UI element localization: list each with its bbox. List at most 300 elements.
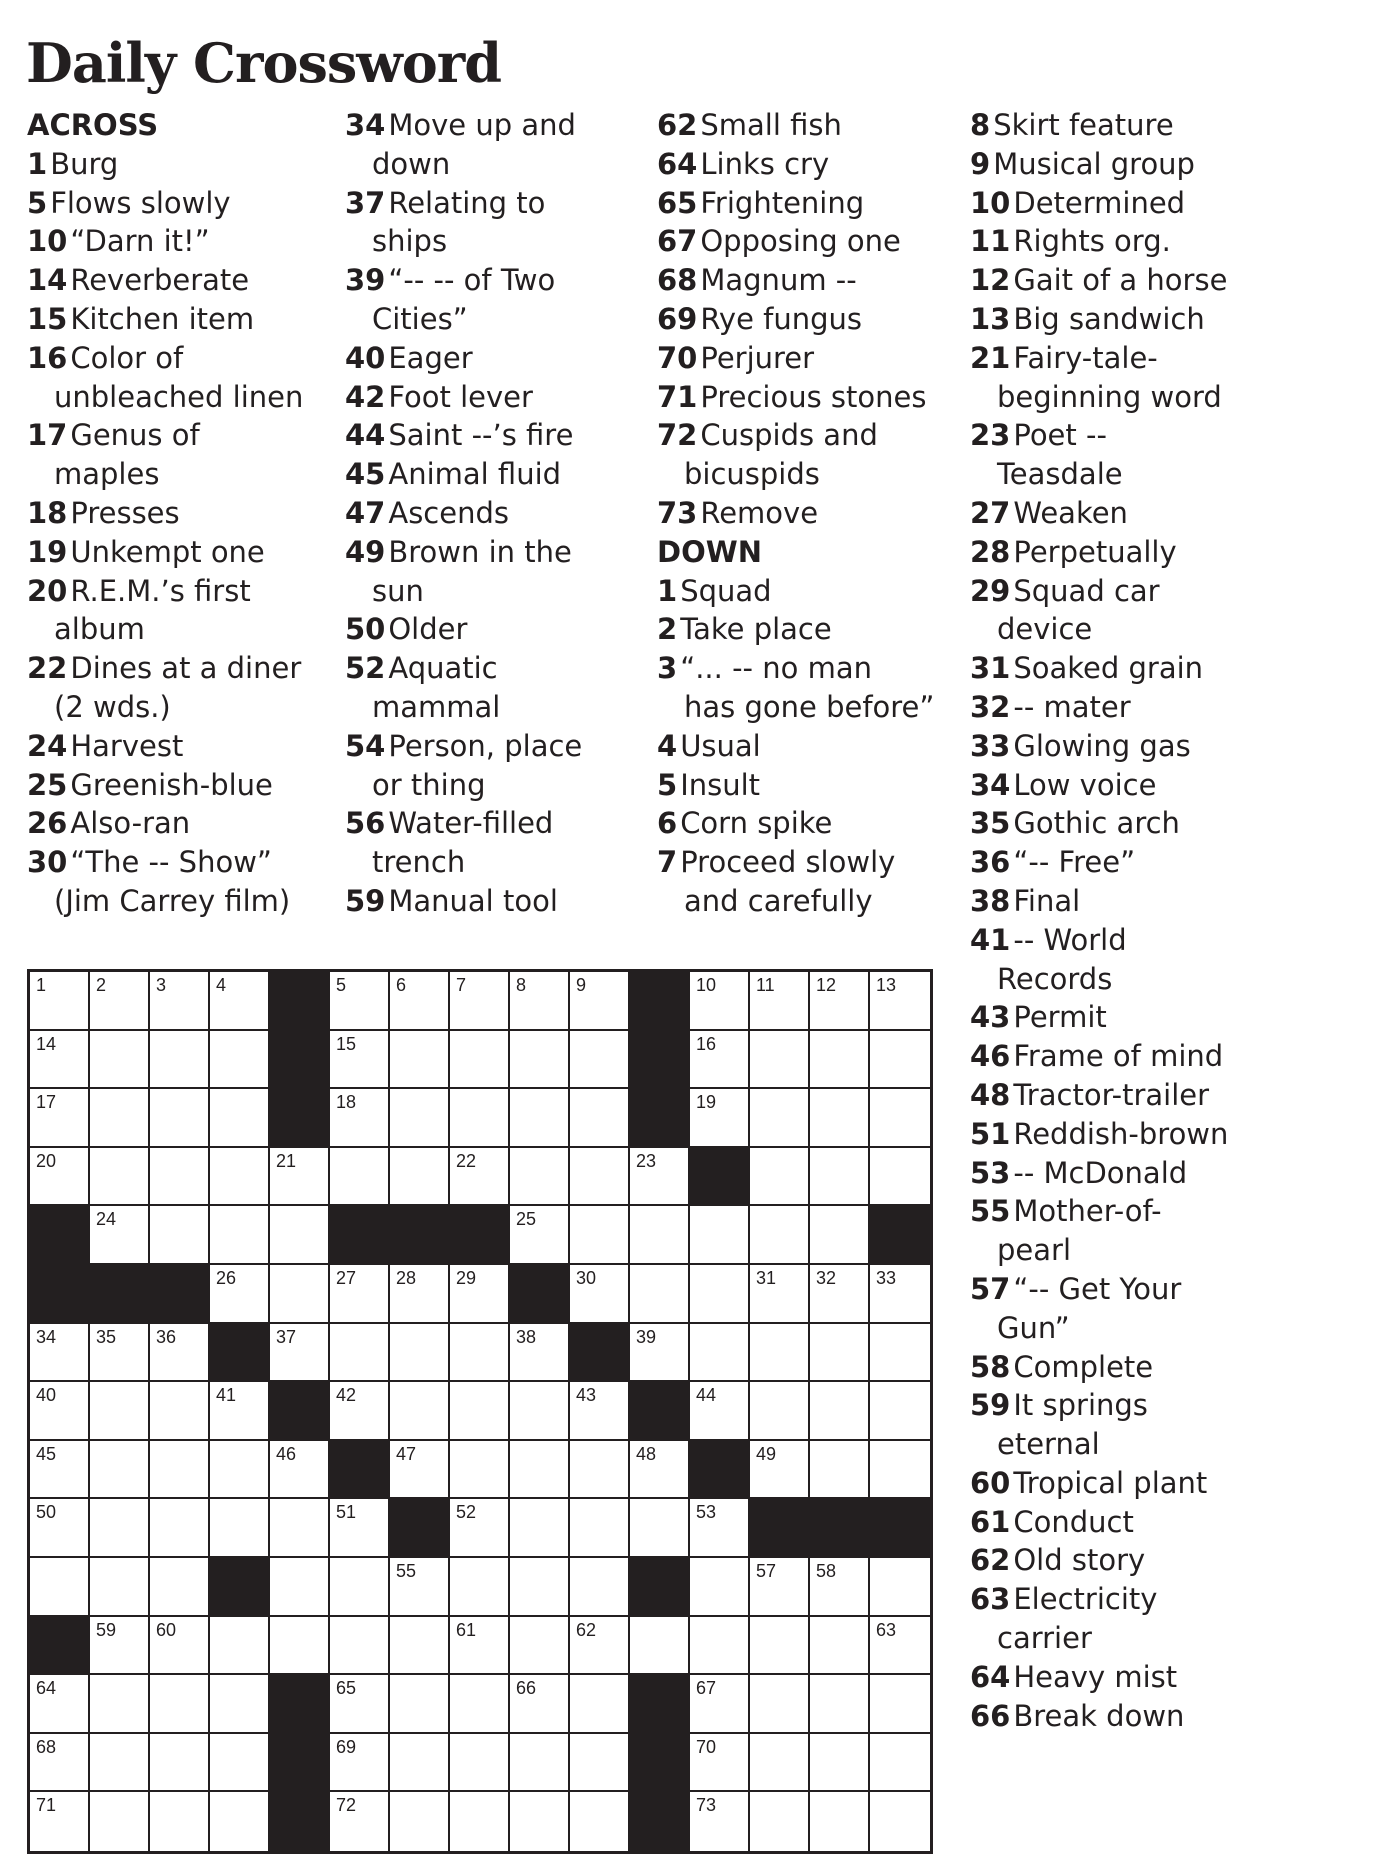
grid-cell[interactable] <box>810 1792 870 1851</box>
grid-cell[interactable] <box>270 1206 330 1265</box>
clue-text: Older <box>388 612 468 647</box>
grid-cell[interactable] <box>90 1734 150 1793</box>
grid-cell[interactable] <box>270 1558 330 1617</box>
clue-text: Corn spike <box>680 806 833 841</box>
grid-cell[interactable] <box>330 1792 390 1851</box>
clue-text: Gun” <box>997 1310 1070 1345</box>
grid-cell[interactable] <box>390 1441 450 1500</box>
grid-cell[interactable] <box>630 1206 690 1265</box>
grid-cell[interactable] <box>210 972 270 1031</box>
grid-cell[interactable] <box>690 1089 750 1148</box>
black-square <box>390 1206 450 1265</box>
grid-cell[interactable] <box>810 1675 870 1734</box>
grid-cell[interactable] <box>510 1206 570 1265</box>
clue-text: Poet -- <box>1013 418 1107 453</box>
grid-cell[interactable] <box>450 1382 510 1441</box>
grid-cell[interactable] <box>690 1499 750 1558</box>
grid-cell[interactable] <box>450 1089 510 1148</box>
cell-number: 1 <box>36 975 47 995</box>
clue-text: Proceed slowly <box>680 845 896 880</box>
grid-cell[interactable] <box>750 1558 810 1617</box>
grid-cell[interactable] <box>150 1734 210 1793</box>
grid-cell[interactable] <box>510 1382 570 1441</box>
grid-cell[interactable] <box>270 1148 330 1207</box>
grid-cell[interactable] <box>330 1031 390 1090</box>
clue-number: 10 <box>27 224 68 259</box>
clue <box>970 1192 1370 1270</box>
grid-cell[interactable] <box>30 1675 90 1734</box>
grid-cell[interactable] <box>870 1675 930 1734</box>
clue-number: 73 <box>657 495 698 530</box>
grid-cell[interactable] <box>390 1617 450 1676</box>
grid-cell[interactable] <box>510 1792 570 1851</box>
grid-cell[interactable] <box>690 1324 750 1383</box>
grid-cell[interactable] <box>570 1089 630 1148</box>
clue-text: Heavy mist <box>1013 1659 1178 1694</box>
grid-cell[interactable] <box>390 1558 450 1617</box>
grid-cell[interactable] <box>330 1382 390 1441</box>
clue-number: 6 <box>657 806 678 841</box>
clue <box>27 300 347 339</box>
grid-cell[interactable] <box>30 1441 90 1500</box>
grid-cell[interactable] <box>210 1206 270 1265</box>
grid-cell[interactable] <box>450 1558 510 1617</box>
grid-cell[interactable] <box>330 1265 390 1324</box>
grid-cell[interactable] <box>630 1499 690 1558</box>
black-square <box>810 1499 870 1558</box>
grid-cell[interactable] <box>810 1558 870 1617</box>
grid-cell[interactable] <box>30 1031 90 1090</box>
grid-cell[interactable] <box>810 1031 870 1090</box>
grid-cell[interactable] <box>690 1031 750 1090</box>
grid-cell[interactable] <box>510 1617 570 1676</box>
grid-cell[interactable] <box>450 1734 510 1793</box>
grid-cell[interactable] <box>450 972 510 1031</box>
cell-number: 41 <box>216 1385 237 1406</box>
grid-cell[interactable] <box>510 1324 570 1383</box>
grid-cell[interactable] <box>390 1734 450 1793</box>
cell-number: 20 <box>36 1150 57 1171</box>
cell-number: 4 <box>216 975 227 995</box>
grid-cell[interactable] <box>330 1617 390 1676</box>
grid-cell[interactable] <box>810 1148 870 1207</box>
clue <box>657 145 967 184</box>
grid-cell[interactable] <box>750 1734 810 1793</box>
grid-cell[interactable] <box>210 1499 270 1558</box>
grid-cell[interactable] <box>510 1031 570 1090</box>
grid-cell[interactable] <box>210 1734 270 1793</box>
clue-text: eternal <box>997 1427 1100 1462</box>
grid-cell[interactable] <box>870 1558 930 1617</box>
clue <box>657 300 967 339</box>
clue <box>970 1464 1370 1503</box>
grid-cell[interactable] <box>870 1734 930 1793</box>
grid-cell[interactable] <box>750 1441 810 1500</box>
clue <box>345 882 655 921</box>
grid-cell[interactable] <box>390 1675 450 1734</box>
clue <box>27 494 347 533</box>
grid-cell[interactable] <box>630 1617 690 1676</box>
grid-cell[interactable] <box>330 972 390 1031</box>
grid-cell[interactable] <box>150 1324 210 1383</box>
grid-cell[interactable] <box>810 1617 870 1676</box>
grid-cell[interactable] <box>630 1441 690 1500</box>
grid-cell[interactable] <box>150 1031 210 1090</box>
grid-cell[interactable] <box>570 1558 630 1617</box>
grid-cell[interactable] <box>750 1265 810 1324</box>
black-square <box>270 1382 330 1441</box>
grid-cell[interactable] <box>570 1441 630 1500</box>
black-square <box>450 1206 510 1265</box>
grid-cell[interactable] <box>510 1558 570 1617</box>
clue <box>27 339 347 417</box>
grid-cell[interactable] <box>330 1148 390 1207</box>
grid-cell[interactable] <box>390 1792 450 1851</box>
clue-text: Complete <box>1013 1349 1154 1384</box>
grid-cell[interactable] <box>150 1089 210 1148</box>
grid-cell[interactable] <box>210 1265 270 1324</box>
black-square <box>210 1558 270 1617</box>
clue-number: 64 <box>657 146 698 181</box>
clue <box>970 494 1370 533</box>
clue-number: 32 <box>970 689 1011 724</box>
grid-cell[interactable] <box>870 1089 930 1148</box>
clue-text: Break down <box>1013 1698 1185 1733</box>
clue-text: down <box>372 146 451 181</box>
grid-cell[interactable] <box>570 1617 630 1676</box>
clue <box>970 649 1370 688</box>
grid-cell[interactable] <box>690 1382 750 1441</box>
black-square <box>270 1031 330 1090</box>
clue-text: Musical group <box>993 146 1195 181</box>
grid-cell[interactable] <box>90 1499 150 1558</box>
grid-cell[interactable] <box>450 1031 510 1090</box>
clue-number: 34 <box>970 767 1011 802</box>
grid-cell[interactable] <box>150 1499 210 1558</box>
clue <box>970 1503 1370 1542</box>
grid-cell[interactable] <box>570 1675 630 1734</box>
clue-number: 56 <box>345 806 386 841</box>
grid-cell[interactable] <box>210 1148 270 1207</box>
black-square <box>330 1206 390 1265</box>
clue-text: Usual <box>680 728 761 763</box>
clue <box>345 455 655 494</box>
grid-cell[interactable] <box>150 1148 210 1207</box>
grid-cell[interactable] <box>30 1499 90 1558</box>
clue-number: 25 <box>27 767 68 802</box>
grid-cell[interactable] <box>750 972 810 1031</box>
grid-cell[interactable] <box>450 1324 510 1383</box>
grid-cell[interactable] <box>450 1675 510 1734</box>
grid-cell[interactable] <box>150 1792 210 1851</box>
grid-cell[interactable] <box>690 1206 750 1265</box>
grid-cell[interactable] <box>870 1324 930 1383</box>
grid-cell[interactable] <box>390 972 450 1031</box>
grid-cell[interactable] <box>30 972 90 1031</box>
grid-cell[interactable] <box>510 1148 570 1207</box>
cell-number: 69 <box>336 1736 357 1757</box>
clue <box>657 378 967 417</box>
grid-cell[interactable] <box>90 1558 150 1617</box>
grid-cell[interactable] <box>390 1324 450 1383</box>
clue-number: 4 <box>657 728 678 763</box>
grid-cell[interactable] <box>750 1206 810 1265</box>
clue-text: “-- Get Your <box>1013 1271 1182 1306</box>
grid-cell[interactable] <box>570 1792 630 1851</box>
grid-cell[interactable] <box>690 1558 750 1617</box>
clue-number: 5 <box>657 767 678 802</box>
clue-text: Gothic arch <box>1013 806 1180 841</box>
grid-cell[interactable] <box>510 1675 570 1734</box>
grid-cell[interactable] <box>330 1558 390 1617</box>
grid-cell[interactable] <box>750 1324 810 1383</box>
grid-cell[interactable] <box>90 1617 150 1676</box>
grid-cell[interactable] <box>750 1089 810 1148</box>
grid-cell[interactable] <box>870 1148 930 1207</box>
clue-text: Move up and <box>388 108 576 142</box>
clue <box>345 649 655 727</box>
grid-cell[interactable] <box>90 972 150 1031</box>
grid-cell[interactable] <box>30 1089 90 1148</box>
clue <box>970 222 1370 261</box>
grid-cell[interactable] <box>30 1558 90 1617</box>
grid-cell[interactable] <box>150 1675 210 1734</box>
clue-text: Animal fluid <box>388 457 562 492</box>
grid-cell[interactable] <box>30 1792 90 1851</box>
black-square <box>90 1265 150 1324</box>
grid-cell[interactable] <box>810 1206 870 1265</box>
grid-cell[interactable] <box>330 1324 390 1383</box>
grid-cell[interactable] <box>510 972 570 1031</box>
grid-cell[interactable] <box>630 1324 690 1383</box>
grid-cell[interactable] <box>870 1441 930 1500</box>
grid-cell[interactable] <box>90 1382 150 1441</box>
grid-cell[interactable] <box>90 1031 150 1090</box>
grid-cell[interactable] <box>30 1382 90 1441</box>
grid-cell[interactable] <box>30 1324 90 1383</box>
grid-cell[interactable] <box>150 1441 210 1500</box>
cell-number: 24 <box>96 1209 117 1230</box>
clue-text: Records <box>997 961 1113 996</box>
grid-cell[interactable] <box>810 1734 870 1793</box>
grid-cell[interactable] <box>690 972 750 1031</box>
grid-cell[interactable] <box>390 1265 450 1324</box>
cell-number: 67 <box>696 1678 717 1699</box>
grid-cell[interactable] <box>570 972 630 1031</box>
clue-text: It springs <box>1013 1388 1148 1423</box>
clue-number: 69 <box>657 301 698 336</box>
grid-cell[interactable] <box>510 1441 570 1500</box>
grid-cell[interactable] <box>690 1617 750 1676</box>
clue <box>27 261 347 300</box>
grid-cell[interactable] <box>30 1734 90 1793</box>
grid-cell[interactable] <box>150 1617 210 1676</box>
clue <box>970 184 1370 223</box>
grid-cell[interactable] <box>450 1792 510 1851</box>
clue-number: 66 <box>970 1698 1011 1733</box>
clue-text: “-- -- of Two <box>388 263 556 298</box>
grid-cell[interactable] <box>810 1089 870 1148</box>
grid-cell[interactable] <box>30 1148 90 1207</box>
grid-cell[interactable] <box>810 972 870 1031</box>
grid-cell[interactable] <box>210 1031 270 1090</box>
grid-cell[interactable] <box>510 1499 570 1558</box>
grid-cell[interactable] <box>690 1265 750 1324</box>
grid-cell[interactable] <box>450 1148 510 1207</box>
grid-cell[interactable] <box>450 1617 510 1676</box>
grid-cell[interactable] <box>690 1792 750 1851</box>
grid-cell[interactable] <box>450 1441 510 1500</box>
grid-cell[interactable] <box>870 1382 930 1441</box>
cell-number: 44 <box>696 1385 717 1406</box>
grid-cell[interactable] <box>150 1558 210 1617</box>
grid-cell[interactable] <box>330 1089 390 1148</box>
grid-cell[interactable] <box>750 1382 810 1441</box>
clue-number: 36 <box>970 845 1011 880</box>
grid-cell[interactable] <box>270 1324 330 1383</box>
grid-cell[interactable] <box>870 1031 930 1090</box>
grid-cell[interactable] <box>750 1675 810 1734</box>
grid-cell[interactable] <box>810 1265 870 1324</box>
cell-number: 32 <box>816 1267 837 1288</box>
grid-cell[interactable] <box>210 1382 270 1441</box>
clue <box>27 572 347 650</box>
clue-column-4 <box>970 106 1370 1735</box>
clue-number: 47 <box>345 495 386 530</box>
clue-number: 59 <box>970 1388 1011 1423</box>
clue-number: 58 <box>970 1349 1011 1384</box>
grid-cell[interactable] <box>570 1499 630 1558</box>
grid-cell[interactable] <box>870 1617 930 1676</box>
clue-text: Burg <box>50 146 119 181</box>
grid-cell[interactable] <box>870 1792 930 1851</box>
grid-cell[interactable] <box>870 1265 930 1324</box>
clue <box>345 261 655 339</box>
grid-cell[interactable] <box>90 1441 150 1500</box>
grid-cell[interactable] <box>570 1031 630 1090</box>
cell-number: 19 <box>696 1092 717 1113</box>
cell-number: 55 <box>396 1560 417 1581</box>
grid-cell[interactable] <box>510 1089 570 1148</box>
grid-cell[interactable] <box>750 1792 810 1851</box>
grid-cell[interactable] <box>810 1382 870 1441</box>
grid-cell[interactable] <box>750 1031 810 1090</box>
clue-text: album <box>54 612 145 647</box>
grid-cell[interactable] <box>630 1265 690 1324</box>
grid-cell[interactable] <box>690 1675 750 1734</box>
clue-text: beginning word <box>997 379 1222 414</box>
grid-cell[interactable] <box>390 1382 450 1441</box>
grid-cell[interactable] <box>570 1206 630 1265</box>
grid-cell[interactable] <box>750 1148 810 1207</box>
clue <box>345 339 655 378</box>
clue-text: has gone before” <box>684 689 935 724</box>
grid-cell[interactable] <box>150 972 210 1031</box>
clue <box>970 882 1370 921</box>
grid-cell[interactable] <box>390 1031 450 1090</box>
clue-text: Relating to <box>388 185 546 220</box>
clue-text: Water-filled <box>388 806 554 841</box>
grid-cell[interactable] <box>210 1792 270 1851</box>
grid-cell[interactable] <box>330 1499 390 1558</box>
grid-cell[interactable] <box>450 1265 510 1324</box>
cell-number: 15 <box>336 1033 357 1054</box>
clue-text: Rights org. <box>1013 224 1171 259</box>
grid-cell[interactable] <box>630 1148 690 1207</box>
grid-cell[interactable] <box>90 1089 150 1148</box>
grid-cell[interactable] <box>570 1734 630 1793</box>
grid-cell[interactable] <box>90 1148 150 1207</box>
cell-number: 39 <box>636 1326 657 1347</box>
black-square <box>270 1675 330 1734</box>
grid-cell[interactable] <box>330 1675 390 1734</box>
clue-text: Ascends <box>388 495 509 530</box>
grid-cell[interactable] <box>210 1441 270 1500</box>
grid-cell[interactable] <box>330 1734 390 1793</box>
grid-cell[interactable] <box>390 1089 450 1148</box>
clue-text: Foot lever <box>388 379 533 414</box>
black-square <box>270 1089 330 1148</box>
grid-cell[interactable] <box>870 972 930 1031</box>
grid-cell[interactable] <box>390 1148 450 1207</box>
clue-number: 38 <box>970 883 1011 918</box>
clue-number: 40 <box>345 340 386 375</box>
cell-number: 73 <box>696 1795 717 1816</box>
clue <box>970 804 1370 843</box>
cell-number: 66 <box>516 1678 537 1699</box>
clue-number: 43 <box>970 1000 1011 1035</box>
grid-cell[interactable] <box>450 1499 510 1558</box>
grid-cell[interactable] <box>570 1265 630 1324</box>
grid-cell[interactable] <box>210 1675 270 1734</box>
clue-text: device <box>997 612 1093 647</box>
grid-cell[interactable] <box>150 1382 210 1441</box>
grid-cell[interactable] <box>690 1734 750 1793</box>
grid-cell[interactable] <box>810 1441 870 1500</box>
black-square <box>330 1441 390 1500</box>
grid-cell[interactable] <box>90 1206 150 1265</box>
grid-cell[interactable] <box>210 1617 270 1676</box>
grid-cell[interactable] <box>150 1206 210 1265</box>
clue-number: 14 <box>27 263 68 298</box>
black-square <box>630 1089 690 1148</box>
clue-number: 29 <box>970 573 1011 608</box>
grid-cell[interactable] <box>90 1324 150 1383</box>
grid-cell[interactable] <box>270 1499 330 1558</box>
grid-cell[interactable] <box>750 1617 810 1676</box>
grid-cell[interactable] <box>210 1089 270 1148</box>
grid-cell[interactable] <box>570 1148 630 1207</box>
clue-text: Insult <box>680 767 761 802</box>
grid-cell[interactable] <box>270 1265 330 1324</box>
clue-number: 68 <box>657 263 698 298</box>
grid-cell[interactable] <box>510 1734 570 1793</box>
clue <box>345 610 655 649</box>
clue-number: 63 <box>970 1582 1011 1617</box>
grid-cell[interactable] <box>570 1382 630 1441</box>
clue-text: Old story <box>1013 1543 1146 1578</box>
grid-cell[interactable] <box>270 1441 330 1500</box>
grid-cell[interactable] <box>810 1324 870 1383</box>
clue-number: 37 <box>345 185 386 220</box>
clue-number: 59 <box>345 883 386 918</box>
clue <box>657 766 967 805</box>
clue <box>27 222 347 261</box>
grid-cell[interactable] <box>90 1675 150 1734</box>
grid-cell[interactable] <box>270 1617 330 1676</box>
grid-cell[interactable] <box>90 1792 150 1851</box>
clue-number: 41 <box>970 922 1011 957</box>
